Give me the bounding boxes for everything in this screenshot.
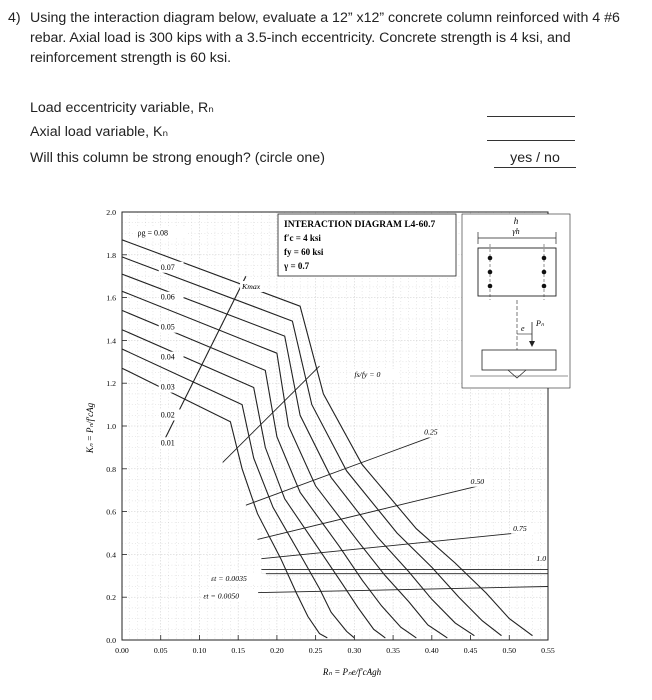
- strain-line: [246, 587, 548, 593]
- chart-annotation: 0.25: [424, 427, 438, 437]
- fs-fy-line: [261, 533, 517, 559]
- chart-annotation: 1.0: [536, 553, 547, 563]
- inset-label-gamma-h: γh: [512, 227, 520, 236]
- chart-param-fc: f′c = 4 ksi: [284, 233, 321, 243]
- x-tick-label: 0.25: [308, 646, 323, 655]
- chart-annotation: fs/fy = 0: [354, 369, 381, 379]
- x-tick-label: 0.00: [115, 646, 129, 655]
- rho-curve: [122, 291, 447, 638]
- rho-label: 0.01: [160, 438, 175, 448]
- x-tick-label: 0.50: [502, 646, 517, 655]
- y-tick-label: 0.0: [106, 636, 116, 645]
- chart-x-axis-label: Rₙ = Pₙe/f′cAgh: [322, 667, 382, 677]
- prompt-axial-load: Axial load variable, Kₙ: [30, 124, 169, 140]
- rho-label: 0.04: [160, 352, 175, 362]
- chart-annotation: 0.50: [470, 476, 485, 486]
- chart-param-gamma: γ = 0.7: [284, 261, 310, 271]
- prompt-load-eccentricity: Load eccentricity variable, Rₙ: [30, 100, 214, 116]
- chart-annotation: εt = 0.0035: [211, 574, 247, 584]
- question-text: Using the interaction diagram below, evaluate a 12” x12” concrete column reinforced with 4 #6 rebar. Axial load is 300 kips with a 3.5-inch eccentricity. Concrete strength is 4 ksi, and reinforcement strength is 60 ksi.: [30, 10, 620, 66]
- prompt-strong-enough: Will this column be strong enough? (circle one): [30, 150, 325, 166]
- chart-annotation: Kmax: [242, 282, 261, 292]
- inset-label-pn: Pₙ: [536, 319, 545, 328]
- rho-label: 0.07: [160, 262, 175, 272]
- question-number: 4): [8, 10, 21, 26]
- chart-annotation: 0.75: [513, 523, 527, 533]
- chart-y-axis-label: Kₙ = Pₙ/f′cAg: [85, 402, 95, 454]
- y-tick-label: 0.8: [106, 464, 116, 474]
- chart-param-fy: fy = 60 ksi: [284, 247, 324, 257]
- x-tick-label: 0.10: [192, 646, 207, 655]
- y-tick-label: 1.0: [106, 422, 116, 431]
- x-tick-label: 0.55: [541, 646, 555, 655]
- y-tick-label: 1.4: [106, 336, 116, 346]
- rho-label: 0.06: [160, 292, 175, 302]
- y-tick-label: 1.6: [106, 293, 116, 303]
- x-tick-label: 0.15: [231, 646, 246, 655]
- x-tick-label: 0.30: [347, 646, 362, 655]
- fs-fy-line: [258, 486, 479, 540]
- rho-label: 0.05: [160, 322, 175, 332]
- y-tick-label: 1.2: [106, 379, 116, 389]
- rho-label: 0.02: [160, 410, 175, 420]
- chart-annotation: εt = 0.0050: [203, 591, 240, 601]
- rho-label: ρg = 0.08: [137, 228, 169, 238]
- x-tick-label: 0.20: [270, 646, 284, 655]
- x-tick-label: 0.05: [153, 646, 168, 655]
- x-tick-label: 0.35: [386, 646, 400, 655]
- rho-label: 0.03: [160, 382, 175, 392]
- inset-label-e: e: [521, 324, 525, 333]
- chart-title: INTERACTION DIAGRAM L4-60.7: [284, 220, 436, 230]
- answer-yes-no[interactable]: yes / no: [494, 150, 576, 168]
- column-section-inset: [462, 214, 570, 388]
- y-tick-label: 0.6: [106, 507, 116, 517]
- y-tick-label: 0.2: [106, 593, 116, 603]
- x-tick-label: 0.40: [424, 646, 439, 655]
- y-tick-label: 1.8: [106, 250, 116, 260]
- inset-label-h: h: [513, 216, 519, 226]
- y-tick-label: 2.0: [106, 208, 116, 217]
- x-tick-label: 0.45: [463, 646, 478, 655]
- y-tick-label: 0.4: [106, 550, 116, 560]
